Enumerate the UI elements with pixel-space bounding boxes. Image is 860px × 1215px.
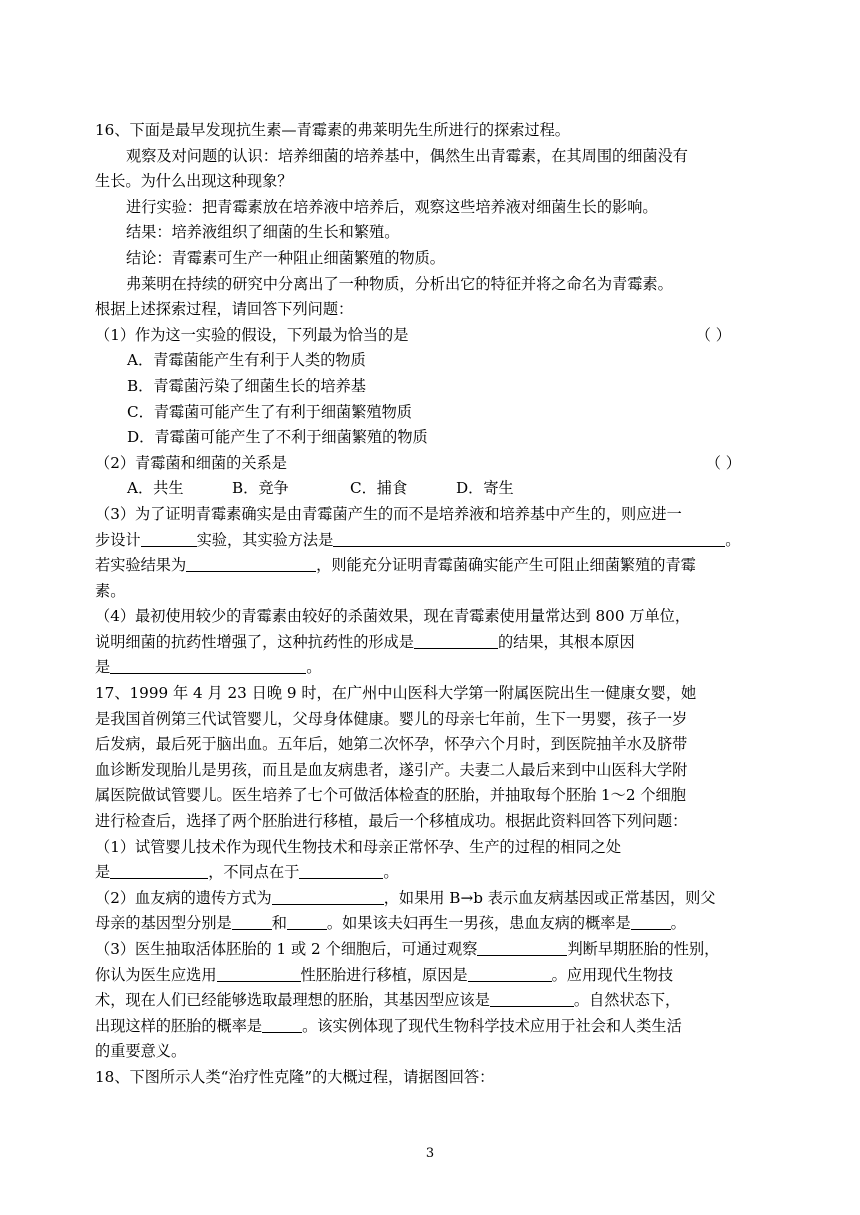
question-content bbox=[95, 118, 767, 1091]
q16-sub1-option-a: A．青霉菌能产生有利于人类的物质 bbox=[127, 351, 366, 370]
q17-sub3-text-h: 出现这样的胚胎的概率是 bbox=[95, 1016, 263, 1035]
q16-sub3-line2 bbox=[95, 528, 767, 554]
q17-line2: 是我国首例第三代试管婴儿，父母身体健康。婴儿的母亲七年前，生下一男婴，孩子一岁 bbox=[95, 709, 688, 728]
q16-sub2-answer-bracket[interactable]: （ ） bbox=[705, 453, 741, 472]
q16-sub2-text: （2）青霉菌和细菌的关系是 bbox=[95, 453, 287, 472]
q17-sub1-line1: （1）试管婴儿技术作为现代生物技术和母亲正常怀孕、生产的过程的相同之处 bbox=[95, 837, 622, 856]
q17-sub3-text-i: 。该实例体现了现代生物科学技术应用于社会和人类生活 bbox=[302, 1016, 682, 1035]
q17-sub3-blank-sex[interactable] bbox=[217, 963, 301, 982]
q16-sub2-option-c: C．捕食 bbox=[350, 479, 408, 498]
q16-sub2-option-d: D．寄生 bbox=[456, 479, 514, 498]
q16-sub3-line1: （3）为了证明青霉素确实是由青霉菌产生的而不是培养液和培养基中产生的，则应进一 bbox=[95, 504, 682, 523]
q17-sub3-blank-observe[interactable] bbox=[477, 937, 567, 956]
q17-sub1-line2 bbox=[95, 860, 767, 886]
q17-sub1-text-b: ，不同点在于 bbox=[208, 863, 300, 882]
q16-sub1-answer-bracket[interactable]: （ ） bbox=[695, 325, 731, 344]
q16-sub1-text: （1）作为这一实验的假设，下列最为恰当的是 bbox=[95, 325, 409, 344]
q16-sub3-line3 bbox=[95, 553, 767, 579]
q16-sub4-text-d: 。 bbox=[306, 658, 322, 677]
q17-sub3-blank-reason[interactable] bbox=[468, 963, 552, 982]
q17-line3: 后发病，最后死于脑出血。五年后，她第二次怀孕，怀孕六个月时，到医院抽羊水及脐带 bbox=[95, 735, 688, 754]
q17-sub3-text-e: 。应用现代生物技 bbox=[551, 965, 674, 984]
q16-sub3-text-a: 步设计 bbox=[95, 530, 141, 549]
q17-sub2-text-e: 。如果该夫妇再生一男孩，患血友病的概率是 bbox=[326, 914, 631, 933]
q17-sub2-line2 bbox=[95, 911, 767, 937]
q16-sub3-text-e: ，则能充分证明青霉菌确实能产生可阻止细菌繁殖的青霉 bbox=[316, 556, 696, 575]
q16-result: 结果：培养液组织了细菌的生长和繁殖。 bbox=[126, 223, 400, 242]
q17-sub3-line1 bbox=[95, 937, 767, 963]
q17-line5: 属医院做试管婴儿。医生培养了七个可做活体检查的胚胎，并抽取每个胚胎 1～2 个细胞 bbox=[95, 786, 686, 805]
q16-fleming: 弗莱明在持续的研究中分离出了一种物质，分析出它的特征并将之命名为青霉素。 bbox=[126, 274, 673, 293]
q16-sub2 bbox=[95, 451, 767, 477]
page-number: 3 bbox=[425, 1146, 435, 1161]
q16-sub2-options bbox=[95, 476, 767, 502]
q17-sub2-text-b: ，如果用 B→b 表示血友病基因或正常基因，则父 bbox=[383, 888, 716, 907]
q16-sub4-blank-cause[interactable] bbox=[414, 630, 498, 649]
q17-line4: 血诊断发现胎儿是男孩，而且是血友病患者，遂引产。夫妻二人最后来到中山医科大学附 bbox=[95, 760, 688, 779]
q17-sub1-text-c: 。 bbox=[383, 863, 399, 882]
q16-sub1 bbox=[95, 323, 767, 349]
q17-sub2-blank-probability[interactable] bbox=[631, 911, 671, 930]
q16-sub1-option-c: C．青霉菌可能产生了有利于细菌繁殖物质 bbox=[127, 402, 412, 421]
q17-sub2-blank-mother[interactable] bbox=[287, 911, 327, 930]
q17-sub1-blank-same[interactable] bbox=[110, 860, 208, 879]
q16-prompt: 根据上述探索过程，请回答下列问题： bbox=[95, 300, 354, 319]
q17-line6: 进行检查后，选择了两个胚胎进行移植，最后一个移植成功。根据此资料回答下列问题： bbox=[95, 812, 688, 831]
q16-conclusion: 结论：青霉素可生产一种阻止细菌繁殖的物质。 bbox=[126, 248, 445, 267]
q17-sub3-line2 bbox=[95, 963, 767, 989]
q17-sub3-text-c: 你认为医生应选用 bbox=[95, 965, 217, 984]
q17-sub3-text-b: 判断早期胚胎的性别， bbox=[567, 940, 720, 958]
q16-observe-line2: 生长。为什么出现这种现象？ bbox=[95, 172, 293, 191]
q16-sub3-blank-method[interactable] bbox=[333, 528, 725, 547]
q17-sub3-text-f: 术，现在人们已经能够选取最理想的胚胎，其基因型应该是 bbox=[95, 991, 490, 1010]
q17-sub1-blank-diff[interactable] bbox=[299, 860, 383, 879]
q17-sub2-line1 bbox=[95, 886, 767, 912]
q16-sub1-option-b: B．青霉菌污染了细菌生长的培养基 bbox=[127, 376, 366, 395]
q17-sub3-text-g: 。自然状态下， bbox=[573, 991, 681, 1010]
q16-observe-line1: 观察及对问题的认识：培养细菌的培养基中，偶然生出青霉素，在其周围的细菌没有 bbox=[126, 146, 688, 165]
q16-sub4-text-b: 的结果，其根本原因 bbox=[497, 632, 635, 651]
q16-sub3-text-b: 实验，其实验方法是 bbox=[196, 530, 334, 549]
q17-sub3-blank-genotype[interactable] bbox=[490, 988, 574, 1007]
q16-sub2-option-a: A．共生 bbox=[127, 479, 184, 498]
q17-sub2-text-d: 和 bbox=[271, 914, 287, 933]
q17-sub2-blank-father[interactable] bbox=[232, 911, 272, 930]
q16-sub3-text-c: 。 bbox=[725, 530, 741, 549]
q16-sub4-text-c: 是 bbox=[95, 658, 111, 677]
q17-sub1-text-a: 是 bbox=[95, 863, 111, 882]
q16-sub1-option-d: D．青霉菌可能产生了不利于细菌繁殖的物质 bbox=[127, 428, 428, 447]
q17-line1: 17、1999 年 4 月 23 日晚 9 时，在广州中山医科大学第一附属医院出生一健康女婴，她 bbox=[95, 684, 697, 703]
q17-sub3-text-a: （3）医生抽取活体胚胎的 1 或 2 个细胞后，可通过观察 bbox=[95, 940, 478, 958]
q16-sub4-line2 bbox=[95, 630, 767, 656]
q18-title: 18、下图所示人类“治疗性克隆”的大概过程，请据图回答： bbox=[95, 1067, 495, 1086]
q16-experiment: 进行实验：把青霉素放在培养液中培养后，观察这些培养液对细菌生长的影响。 bbox=[126, 197, 658, 216]
q16-sub3-blank-experiment[interactable] bbox=[141, 528, 197, 547]
q16-sub4-line1: （4）最初使用较少的青霉素由较好的杀菌效果，现在青霉素使用量常达到 800 万单位， bbox=[95, 607, 691, 626]
q17-sub3-blank-natural-probability[interactable] bbox=[262, 1014, 302, 1033]
q17-sub2-blank-mode[interactable] bbox=[272, 886, 384, 905]
q16-sub3-line4: 素。 bbox=[95, 581, 126, 600]
q17-sub3-line3 bbox=[95, 988, 767, 1014]
q16-sub3-text-d: 若实验结果为 bbox=[95, 556, 187, 575]
q17-sub3-line5: 的重要意义。 bbox=[95, 1042, 187, 1061]
q17-sub2-text-a: （2）血友病的遗传方式为 bbox=[95, 888, 272, 907]
q16-sub3-blank-result[interactable] bbox=[186, 553, 316, 572]
q17-sub2-text-c: 母亲的基因型分别是 bbox=[95, 914, 232, 933]
q16-sub4-line3 bbox=[95, 655, 767, 681]
q17-sub3-text-d: 性胚胎进行移植，原因是 bbox=[300, 965, 468, 984]
q16-sub4-blank-reason[interactable] bbox=[110, 655, 306, 674]
q16-sub4-text-a: 说明细菌的抗药性增强了，这种抗药性的形成是 bbox=[95, 632, 414, 651]
q16-sub2-option-b: B．竞争 bbox=[232, 479, 289, 498]
q16-title: 16、下面是最早发现抗生素—青霉素的弗莱明先生所进行的探索过程。 bbox=[95, 121, 570, 139]
q17-sub3-line4 bbox=[95, 1014, 767, 1040]
q17-sub2-text-f: 。 bbox=[670, 914, 686, 933]
